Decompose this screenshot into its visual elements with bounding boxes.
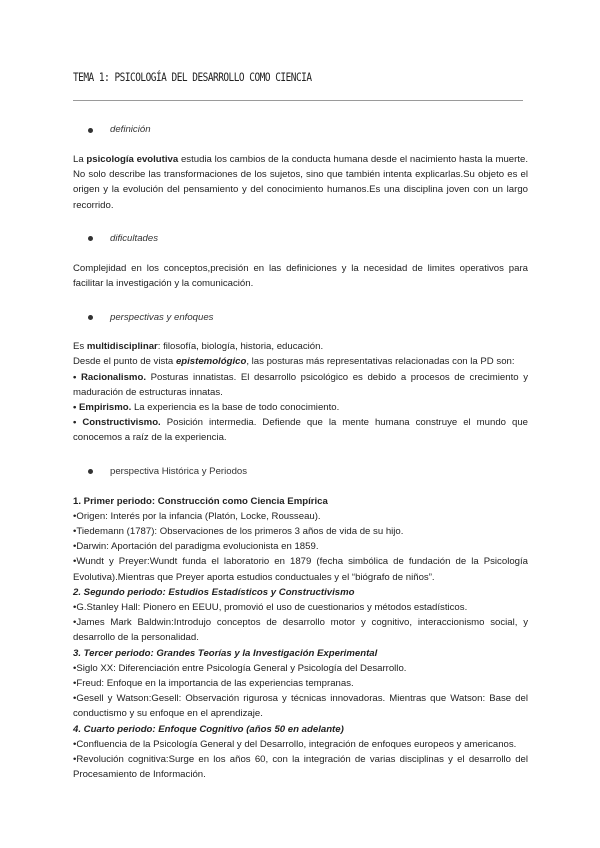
bullet-icon [88, 315, 93, 320]
paragraph-definicion: La psicología evolutiva estudia los cambios de la conducta humana desde el nacimiento hasta la muerte. No solo describe las transformaciones de los sujetos, sino que también intenta explicarlas.Su objeto es el origen y la evolución del pensamiento y del conocimiento humanos.Es una disciplina joven con un largo recorrido. [73, 154, 528, 211]
section-heading-definicion: definición [73, 120, 528, 140]
period-3-title: 3. Tercer periodo: Grandes Teorías y la Investigación Experimental [73, 647, 378, 659]
page-title: TEMA 1: PSICOLOGÍA DEL DESARROLLO COMO CIENCIA [73, 70, 312, 84]
bullet-icon [88, 128, 93, 133]
list-item: •Darwin: Aportación del paradigma evolucionista en 1859. [73, 541, 319, 553]
item-racionalismo: • Racionalismo. Posturas innatistas. El desarrollo psicológico es debido a procesos de crecimiento y maduración de estructuras innatas. [73, 371, 528, 398]
paragraph-dificultades: Complejidad en los conceptos,precisión en las definiciones y la necesidad de limites operativos para facilitar la investigación y la comunicación. [73, 262, 528, 290]
list-item: •Freud: Enfoque en la importancia de las experiencias tempranas. [73, 678, 354, 690]
period-4-title: 4. Cuarto periodo: Enfoque Cognitivo (años 50 en adelante) [73, 723, 344, 735]
list-item: •Confluencia de la Psicología General y del Desarrollo, integración de enfoques europeos y americanos. [73, 738, 517, 750]
period-1-title: 1. Primer periodo: Construcción como Ciencia Empírica [73, 495, 328, 507]
document-body [73, 118, 528, 783]
period-2-title: 2. Segundo periodo: Estudios Estadísticos y Constructivismo [73, 586, 355, 598]
bullet-icon [88, 469, 93, 474]
section-heading-dificultades: dificultades [73, 229, 528, 249]
item-constructivismo: • Constructivismo. Posición intermedia. Defiende que la mente humana construye el mundo que conocemos a raíz de la experiencia. [73, 417, 528, 444]
title-divider [73, 100, 523, 101]
paragraph-multidisciplinar: Es multidisciplinar: filosofía, biología, historia, educación. [73, 341, 324, 353]
bullet-icon [88, 236, 93, 241]
list-item: •Tiedemann (1787): Observaciones de los primeros 3 años de vida de su hijo. [73, 526, 404, 538]
section-heading-perspectivas: perspectivas y enfoques [73, 307, 528, 327]
list-item: •James Mark Baldwin:Introdujo conceptos de desarrollo motor y cognitivo, interaccionismo social, y desarrollo de la personalidad. [73, 617, 528, 644]
list-item: •Revolución cognitiva:Surge en los años 60, con la integración de varias disciplinas y el desarrollo del Procesamiento de Información. [73, 754, 528, 781]
list-item: •Gesell y Watson:Gesell: Observación rigurosa y técnicas innovadoras. Mientras que Watson: Base del conductismo y su enfoque en el aprendizaje. [73, 693, 528, 720]
section-heading-historica: perspectiva Histórica y Periodos [73, 462, 528, 482]
list-item: •Wundt y Preyer:Wundt funda el laboratorio en 1879 (fecha simbólica de fundación de la Psicología Evolutiva).Mientras que Preyer aporta estudios conductuales y el “biógrafo de niños”. [73, 556, 528, 583]
list-item: •G.Stanley Hall: Pionero en EEUU, promovió el uso de cuestionarios y métodos estadísticos. [73, 602, 468, 614]
paragraph-epistemologico: Desde el punto de vista epistemológico, las posturas más representativas relacionadas con la PD son: [73, 356, 515, 368]
list-item: •Origen: Interés por la infancia (Platón, Locke, Rousseau). [73, 510, 321, 522]
item-empirismo: • Empirismo. La experiencia es la base de todo conocimiento. [73, 402, 340, 414]
list-item: •Siglo XX: Diferenciación entre Psicología General y Psicología del Desarrollo. [73, 662, 407, 674]
